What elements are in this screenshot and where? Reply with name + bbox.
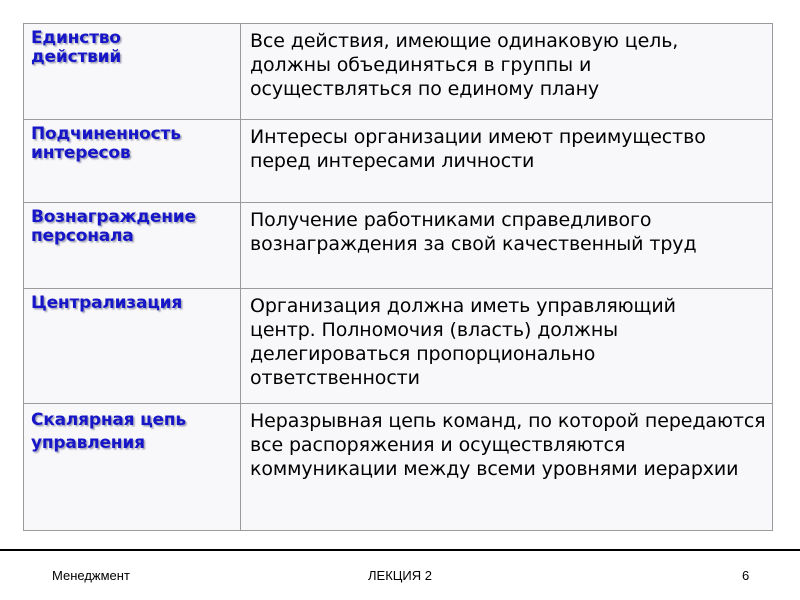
description-cell [241, 120, 773, 203]
table-row [24, 203, 773, 289]
description-text: Интересы организации имеют преимущество перед интересами личности [250, 126, 706, 172]
table-row [24, 24, 773, 120]
term-cell [24, 120, 241, 203]
table-row [24, 404, 773, 531]
principles-table [23, 23, 773, 531]
footer-course: Менеджмент [52, 568, 130, 583]
term-label: Единство действий [31, 28, 122, 67]
term-cell [24, 24, 241, 120]
description-cell [241, 24, 773, 120]
term-cell [24, 289, 241, 404]
page-number: 6 [742, 568, 750, 583]
term-label: Скалярная цепь управления [31, 410, 186, 453]
term-cell [24, 404, 241, 531]
footer-divider [0, 549, 800, 551]
description-text: Организация должна иметь управляющий центр. Полномочия (власть) должны делегироваться пропорционально ответственности [250, 295, 676, 389]
term-label: Централизация [31, 293, 183, 313]
description-cell [241, 289, 773, 404]
footer-lecture: ЛЕКЦИЯ 2 [368, 568, 432, 583]
description-text: Все действия, имеющие одинаковую цель, должны объединяться в группы и осуществляться по единому плану [250, 30, 679, 100]
term-cell [24, 203, 241, 289]
term-label: Вознаграждение персонала [31, 207, 196, 246]
description-text: Получение работниками справедливого вознаграждения за свой качественный труд [250, 209, 697, 255]
table-row [24, 289, 773, 404]
description-text: Неразрывная цепь команд, по которой передаются все распоряжения и осуществляются коммуникации между всеми уровнями иерархии [250, 410, 766, 480]
table-row [24, 120, 773, 203]
term-label: Подчиненность интересов [31, 124, 181, 163]
description-cell [241, 203, 773, 289]
description-cell [241, 404, 773, 531]
